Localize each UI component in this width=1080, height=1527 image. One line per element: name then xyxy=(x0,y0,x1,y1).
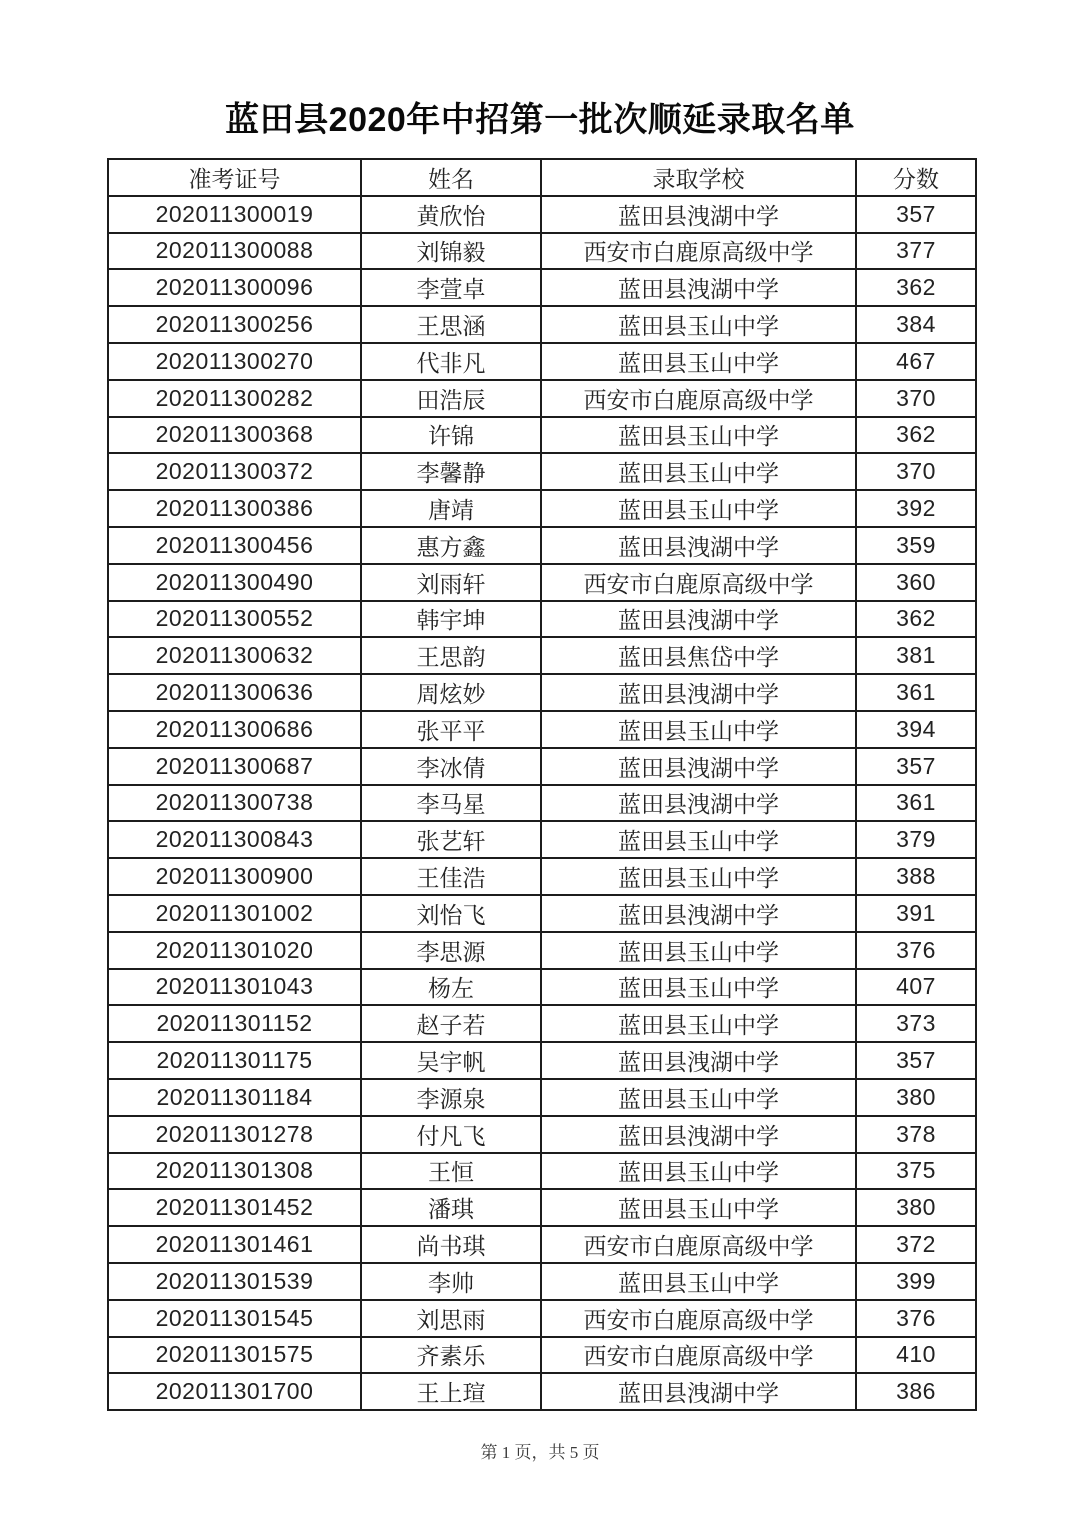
admitted-school-cell: 蓝田县玉山中学 xyxy=(541,932,856,969)
table-row xyxy=(108,1226,976,1263)
table-row xyxy=(108,1079,976,1116)
student-name-cell: 王恒 xyxy=(361,1153,541,1190)
exam-id-cell: 202011300686 xyxy=(108,711,361,748)
table-row xyxy=(108,711,976,748)
table-row xyxy=(108,196,976,233)
exam-id-cell: 202011300632 xyxy=(108,637,361,674)
exam-id-cell: 202011301545 xyxy=(108,1300,361,1337)
admitted-school-cell: 蓝田县洩湖中学 xyxy=(541,748,856,785)
admitted-school-cell: 蓝田县洩湖中学 xyxy=(541,601,856,638)
page-footer xyxy=(0,1438,1080,1463)
score-cell: 359 xyxy=(856,527,976,564)
table-row xyxy=(108,821,976,858)
exam-id-cell: 202011300738 xyxy=(108,785,361,822)
admitted-school-cell: 蓝田县玉山中学 xyxy=(541,858,856,895)
score-cell: 380 xyxy=(856,1079,976,1116)
score-cell: 391 xyxy=(856,895,976,932)
score-cell: 357 xyxy=(856,1042,976,1079)
admitted-school-cell: 蓝田县洩湖中学 xyxy=(541,895,856,932)
exam-id-cell: 202011301152 xyxy=(108,1005,361,1042)
student-name-cell: 赵子若 xyxy=(361,1005,541,1042)
exam-id-cell: 202011300636 xyxy=(108,674,361,711)
admitted-school-cell: 蓝田县玉山中学 xyxy=(541,306,856,343)
table-row xyxy=(108,601,976,638)
page-number-text: 第 1 页，共 5 页 xyxy=(480,1443,600,1462)
score-cell: 362 xyxy=(856,417,976,454)
table-row xyxy=(108,233,976,270)
student-name-cell: 李思源 xyxy=(361,932,541,969)
table-row xyxy=(108,1005,976,1042)
score-cell: 375 xyxy=(856,1153,976,1190)
score-cell: 376 xyxy=(856,932,976,969)
table-row xyxy=(108,1116,976,1153)
exam-id-cell: 202011301002 xyxy=(108,895,361,932)
student-name-cell: 李萱卓 xyxy=(361,269,541,306)
table-row xyxy=(108,858,976,895)
score-cell: 410 xyxy=(856,1337,976,1374)
student-name-cell: 张艺轩 xyxy=(361,821,541,858)
table-row xyxy=(108,490,976,527)
exam-id-cell: 202011300843 xyxy=(108,821,361,858)
admitted-school-cell: 蓝田县洩湖中学 xyxy=(541,1116,856,1153)
score-cell: 362 xyxy=(856,269,976,306)
score-cell: 378 xyxy=(856,1116,976,1153)
table-row xyxy=(108,969,976,1006)
score-cell: 386 xyxy=(856,1373,976,1410)
admitted-school-cell: 蓝田县焦岱中学 xyxy=(541,637,856,674)
student-name-cell: 李馨静 xyxy=(361,453,541,490)
page-title: 蓝田县2020年中招第一批次顺延录取名单 xyxy=(225,101,855,139)
table-row xyxy=(108,1042,976,1079)
admitted-school-cell: 蓝田县玉山中学 xyxy=(541,969,856,1006)
header-score: 分数 xyxy=(856,159,976,196)
student-name-cell: 张平平 xyxy=(361,711,541,748)
exam-id-cell: 202011300019 xyxy=(108,196,361,233)
exam-id-cell: 202011300270 xyxy=(108,343,361,380)
student-name-cell: 惠方鑫 xyxy=(361,527,541,564)
table-row xyxy=(108,269,976,306)
admitted-school-cell: 蓝田县洩湖中学 xyxy=(541,269,856,306)
exam-id-cell: 202011300490 xyxy=(108,564,361,601)
table-row xyxy=(108,453,976,490)
admitted-school-cell: 西安市白鹿原高级中学 xyxy=(541,380,856,417)
exam-id-cell: 202011300900 xyxy=(108,858,361,895)
admitted-school-cell: 西安市白鹿原高级中学 xyxy=(541,1226,856,1263)
table-row xyxy=(108,932,976,969)
admitted-school-cell: 蓝田县玉山中学 xyxy=(541,711,856,748)
table-row xyxy=(108,785,976,822)
table-row xyxy=(108,748,976,785)
admitted-school-cell: 蓝田县玉山中学 xyxy=(541,1153,856,1190)
student-name-cell: 刘雨轩 xyxy=(361,564,541,601)
exam-id-cell: 202011300552 xyxy=(108,601,361,638)
exam-id-cell: 202011300256 xyxy=(108,306,361,343)
student-name-cell: 李马星 xyxy=(361,785,541,822)
exam-id-cell: 202011300282 xyxy=(108,380,361,417)
exam-id-cell: 202011301020 xyxy=(108,932,361,969)
score-cell: 360 xyxy=(856,564,976,601)
exam-id-cell: 202011300687 xyxy=(108,748,361,785)
score-cell: 380 xyxy=(856,1189,976,1226)
table-row xyxy=(108,1337,976,1374)
student-name-cell: 许锦 xyxy=(361,417,541,454)
exam-id-cell: 202011301461 xyxy=(108,1226,361,1263)
table-row xyxy=(108,895,976,932)
admitted-school-cell: 蓝田县玉山中学 xyxy=(541,417,856,454)
admitted-school-cell: 蓝田县玉山中学 xyxy=(541,1263,856,1300)
student-name-cell: 王思韵 xyxy=(361,637,541,674)
exam-id-cell: 202011301278 xyxy=(108,1116,361,1153)
student-name-cell: 潘琪 xyxy=(361,1189,541,1226)
score-cell: 373 xyxy=(856,1005,976,1042)
admitted-school-cell: 蓝田县洩湖中学 xyxy=(541,1042,856,1079)
table-row xyxy=(108,1189,976,1226)
admitted-school-cell: 蓝田县洩湖中学 xyxy=(541,674,856,711)
exam-id-cell: 202011300372 xyxy=(108,453,361,490)
admitted-school-cell: 蓝田县洩湖中学 xyxy=(541,785,856,822)
student-name-cell: 尚书琪 xyxy=(361,1226,541,1263)
exam-id-cell: 202011301539 xyxy=(108,1263,361,1300)
exam-id-cell: 202011300368 xyxy=(108,417,361,454)
student-name-cell: 王佳浩 xyxy=(361,858,541,895)
table-body xyxy=(108,196,976,1410)
score-cell: 394 xyxy=(856,711,976,748)
score-cell: 357 xyxy=(856,748,976,785)
score-cell: 370 xyxy=(856,453,976,490)
admitted-school-cell: 蓝田县玉山中学 xyxy=(541,490,856,527)
student-name-cell: 刘思雨 xyxy=(361,1300,541,1337)
admitted-school-cell: 蓝田县玉山中学 xyxy=(541,343,856,380)
exam-id-cell: 202011300456 xyxy=(108,527,361,564)
student-name-cell: 唐靖 xyxy=(361,490,541,527)
admitted-school-cell: 蓝田县玉山中学 xyxy=(541,1189,856,1226)
admitted-school-cell: 蓝田县玉山中学 xyxy=(541,1005,856,1042)
student-name-cell: 吴宇帆 xyxy=(361,1042,541,1079)
table-row xyxy=(108,564,976,601)
table-row xyxy=(108,527,976,564)
table-row xyxy=(108,380,976,417)
admitted-school-cell: 蓝田县玉山中学 xyxy=(541,1079,856,1116)
student-name-cell: 李源泉 xyxy=(361,1079,541,1116)
admitted-school-cell: 蓝田县玉山中学 xyxy=(541,821,856,858)
exam-id-cell: 202011301575 xyxy=(108,1337,361,1374)
student-name-cell: 田浩辰 xyxy=(361,380,541,417)
exam-id-cell: 202011300096 xyxy=(108,269,361,306)
table-header-row xyxy=(108,159,976,196)
score-cell: 372 xyxy=(856,1226,976,1263)
score-cell: 361 xyxy=(856,674,976,711)
admitted-school-cell: 蓝田县洩湖中学 xyxy=(541,527,856,564)
score-cell: 376 xyxy=(856,1300,976,1337)
student-name-cell: 付凡飞 xyxy=(361,1116,541,1153)
exam-id-cell: 202011301184 xyxy=(108,1079,361,1116)
score-cell: 361 xyxy=(856,785,976,822)
student-name-cell: 杨左 xyxy=(361,969,541,1006)
student-name-cell: 代非凡 xyxy=(361,343,541,380)
score-cell: 407 xyxy=(856,969,976,1006)
table-row xyxy=(108,1300,976,1337)
header-admitted-school: 录取学校 xyxy=(541,159,856,196)
score-cell: 362 xyxy=(856,601,976,638)
score-cell: 370 xyxy=(856,380,976,417)
exam-id-cell: 202011301308 xyxy=(108,1153,361,1190)
exam-id-cell: 202011301700 xyxy=(108,1373,361,1410)
admitted-school-cell: 西安市白鹿原高级中学 xyxy=(541,1337,856,1374)
table-row xyxy=(108,674,976,711)
table-row xyxy=(108,343,976,380)
admitted-school-cell: 蓝田县洩湖中学 xyxy=(541,1373,856,1410)
table-row xyxy=(108,1373,976,1410)
score-cell: 388 xyxy=(856,858,976,895)
student-name-cell: 刘怡飞 xyxy=(361,895,541,932)
admitted-school-cell: 蓝田县玉山中学 xyxy=(541,453,856,490)
student-name-cell: 李冰倩 xyxy=(361,748,541,785)
table-row xyxy=(108,306,976,343)
score-cell: 379 xyxy=(856,821,976,858)
exam-id-cell: 202011301043 xyxy=(108,969,361,1006)
exam-id-cell: 202011300088 xyxy=(108,233,361,270)
score-cell: 384 xyxy=(856,306,976,343)
student-name-cell: 李帅 xyxy=(361,1263,541,1300)
header-exam-id: 准考证号 xyxy=(108,159,361,196)
score-cell: 399 xyxy=(856,1263,976,1300)
table-row xyxy=(108,637,976,674)
table-row xyxy=(108,417,976,454)
exam-id-cell: 202011301452 xyxy=(108,1189,361,1226)
admitted-school-cell: 蓝田县洩湖中学 xyxy=(541,196,856,233)
student-name-cell: 齐素乐 xyxy=(361,1337,541,1374)
score-cell: 392 xyxy=(856,490,976,527)
score-cell: 377 xyxy=(856,233,976,270)
score-cell: 357 xyxy=(856,196,976,233)
student-name-cell: 周炫妙 xyxy=(361,674,541,711)
exam-id-cell: 202011301175 xyxy=(108,1042,361,1079)
student-name-cell: 刘锦毅 xyxy=(361,233,541,270)
score-cell: 467 xyxy=(856,343,976,380)
table-row xyxy=(108,1263,976,1300)
header-student-name: 姓名 xyxy=(361,159,541,196)
admitted-school-cell: 西安市白鹿原高级中学 xyxy=(541,1300,856,1337)
table-row xyxy=(108,1153,976,1190)
exam-id-cell: 202011300386 xyxy=(108,490,361,527)
student-name-cell: 韩宇坤 xyxy=(361,601,541,638)
student-name-cell: 黄欣怡 xyxy=(361,196,541,233)
admitted-school-cell: 西安市白鹿原高级中学 xyxy=(541,233,856,270)
score-cell: 381 xyxy=(856,637,976,674)
student-name-cell: 王上瑄 xyxy=(361,1373,541,1410)
student-name-cell: 王思涵 xyxy=(361,306,541,343)
admitted-school-cell: 西安市白鹿原高级中学 xyxy=(541,564,856,601)
admission-table xyxy=(107,158,977,1411)
